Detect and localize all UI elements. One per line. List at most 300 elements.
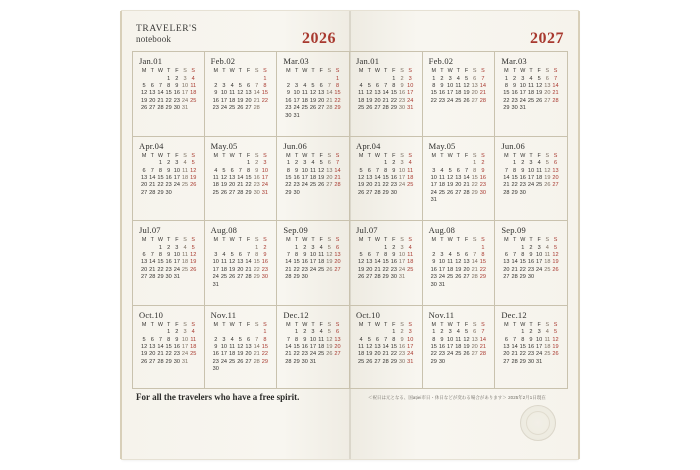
day-cell: 20 [366, 182, 373, 189]
month-table [140, 322, 197, 367]
day-cell: 18 [301, 97, 308, 104]
day-cell: 26 [190, 266, 197, 273]
day-cell: 4 [448, 252, 452, 258]
day-cell [471, 359, 479, 366]
day-cell: 20 [318, 97, 325, 104]
day-cell: 7 [255, 83, 259, 89]
day-cell: 5 [142, 83, 146, 89]
day-cell: 12 [220, 174, 228, 181]
day-cell: 21 [237, 182, 244, 189]
month-table [430, 322, 487, 367]
day-cell: 28 [374, 274, 381, 281]
month-table [212, 237, 269, 289]
day-cell: 17 [173, 259, 180, 266]
day-cell [220, 76, 228, 83]
weekday-header: S [183, 237, 187, 243]
day-cell [148, 76, 156, 83]
day-cell: 8 [263, 336, 267, 343]
day-cell: 20 [463, 266, 470, 273]
day-cell: 26 [220, 189, 228, 196]
day-cell: 25 [309, 182, 317, 189]
day-cell: 13 [463, 259, 470, 266]
day-cell: 24 [220, 358, 228, 365]
day-cell: 3 [214, 252, 218, 258]
day-cell: 22 [390, 351, 397, 358]
day-cell [551, 359, 559, 366]
day-cell: 25 [527, 97, 535, 104]
day-cell: 23 [390, 266, 397, 273]
day-cell: 30 [390, 274, 397, 281]
weekday-header: M [431, 237, 436, 243]
weekday-header: T [383, 237, 388, 243]
day-cell: 27 [318, 105, 325, 112]
day-cell: 12 [552, 252, 559, 258]
day-cell: 4 [537, 160, 541, 167]
day-cell: 21 [149, 182, 156, 189]
day-cell: 31 [438, 281, 446, 288]
month-table [430, 153, 487, 205]
day-cell: 8 [263, 83, 267, 89]
day-cell [228, 76, 236, 83]
day-cell [511, 329, 519, 336]
day-cell: 5 [553, 329, 558, 336]
day-cell: 21 [382, 97, 389, 104]
day-cell: 18 [544, 259, 551, 266]
day-cell: 25 [181, 182, 189, 189]
weekday-header: T [150, 152, 154, 159]
weekday-header: T [167, 68, 171, 74]
day-cell: 29 [165, 105, 172, 112]
day-cell: 11 [455, 336, 462, 343]
day-cell: 8 [504, 83, 508, 89]
day-cell: 12 [366, 343, 373, 350]
day-cell: 11 [455, 83, 462, 89]
day-cell: 30 [430, 281, 437, 288]
day-cell: 5 [319, 160, 323, 167]
day-cell: 18 [190, 90, 197, 97]
day-cell: 14 [479, 336, 486, 343]
day-cell: 24 [536, 266, 543, 273]
day-cell: 10 [407, 83, 414, 89]
day-cell: 2 [440, 75, 444, 82]
weekday-header: T [512, 321, 517, 328]
day-cell: 11 [536, 167, 543, 174]
month-table [212, 322, 269, 374]
day-cell: 23 [398, 351, 406, 358]
day-cell: 10 [220, 343, 228, 350]
day-cell: 30 [253, 189, 260, 196]
day-cell [462, 160, 470, 167]
day-cell [543, 274, 551, 281]
day-cell: 20 [149, 351, 156, 358]
day-cell: 20 [229, 182, 236, 189]
day-cell: 4 [529, 75, 533, 82]
day-cell: 30 [173, 105, 180, 112]
day-cell: 1 [513, 160, 517, 167]
month-label: Jul.07 [355, 225, 378, 235]
day-cell: 8 [295, 336, 299, 343]
day-cell: 21 [253, 97, 260, 104]
day-cell: 7 [553, 75, 558, 82]
day-cell: 7 [481, 75, 485, 82]
footnote-jp: ＜祝日は元となる、国ației市日・休日などが変わる場合があります＞ 2025年2月1日現在 [368, 395, 546, 400]
day-cell: 6 [335, 329, 340, 336]
day-cell: 13 [374, 90, 381, 97]
day-cell: 17 [261, 174, 268, 181]
weekday-header: S [254, 237, 259, 243]
day-cell: 11 [407, 252, 414, 258]
day-cell: 5 [230, 252, 234, 258]
day-cell: 2 [263, 244, 267, 251]
day-cell: 1 [521, 244, 525, 251]
day-cell: 11 [182, 252, 188, 258]
day-cell [228, 245, 236, 252]
day-cell: 18 [447, 266, 454, 273]
day-cell: 1 [473, 160, 477, 167]
day-cell [181, 274, 189, 281]
day-cell: 24 [309, 351, 317, 358]
day-cell: 6 [142, 167, 146, 174]
day-cell [527, 190, 535, 197]
day-cell: 9 [175, 83, 179, 89]
day-cell [543, 359, 551, 366]
day-cell: 15 [511, 174, 518, 181]
weekday-header: T [311, 321, 315, 328]
day-cell [220, 329, 228, 336]
day-cell: 10 [261, 167, 268, 174]
day-cell: 16 [261, 259, 268, 266]
day-cell: 16 [293, 174, 300, 181]
weekday-header: F [319, 321, 323, 328]
month-label: Mar.03 [501, 56, 527, 66]
day-cell: 1 [263, 75, 267, 82]
day-cell: 9 [214, 343, 218, 350]
day-cell: 21 [503, 182, 510, 189]
day-cell: 3 [440, 252, 444, 258]
day-cell: 1 [286, 160, 290, 167]
day-cell: 15 [430, 90, 437, 97]
day-cell: 23 [430, 274, 437, 281]
day-cell: 7 [473, 252, 477, 258]
day-cell: 29 [519, 274, 526, 281]
weekday-header: F [537, 321, 541, 328]
day-cell: 6 [464, 252, 469, 258]
day-cell: 31 [212, 281, 219, 288]
day-cell [253, 329, 261, 336]
day-cell: 6 [504, 336, 508, 343]
day-cell: 29 [293, 274, 300, 281]
day-cell: 22 [390, 97, 397, 104]
day-cell: 12 [544, 167, 551, 174]
weekday-header: M [431, 321, 436, 328]
day-cell: 7 [513, 252, 517, 258]
day-cell: 6 [238, 252, 242, 258]
day-cell: 23 [479, 182, 486, 189]
day-cell: 27 [229, 189, 236, 196]
day-cell: 7 [384, 83, 388, 89]
day-cell: 22 [382, 266, 389, 273]
day-cell: 4 [191, 329, 195, 336]
day-cell: 13 [140, 174, 148, 181]
month-label: Dec.12 [283, 309, 309, 320]
day-cell: 10 [438, 259, 446, 266]
day-cell: 9 [175, 336, 179, 343]
day-cell: 25 [212, 189, 219, 196]
day-cell [220, 160, 228, 167]
day-cell: 1 [384, 244, 388, 251]
day-cell: 16 [165, 259, 172, 266]
day-cell: 19 [357, 182, 365, 189]
day-cell: 9 [255, 167, 259, 174]
day-cell: 13 [471, 83, 478, 89]
weekday-header: M [213, 152, 218, 159]
day-cell [382, 329, 390, 336]
month-label: Aug.08 [428, 225, 456, 235]
month-cell [205, 305, 278, 390]
day-cell: 16 [165, 174, 172, 181]
day-cell: 29 [503, 105, 510, 112]
day-cell: 17 [527, 174, 535, 181]
month-table [284, 322, 341, 367]
weekday-header: W [157, 237, 164, 243]
day-cell: 25 [357, 105, 365, 112]
day-cell: 27 [149, 105, 156, 112]
day-cell: 27 [552, 182, 559, 189]
day-cell: 8 [521, 252, 525, 258]
day-cell [228, 366, 236, 373]
day-cell: 13 [374, 343, 381, 350]
month-label: May.05 [210, 140, 238, 151]
weekday-header: S [263, 321, 267, 328]
weekday-header: S [481, 152, 485, 159]
day-cell: 9 [521, 167, 525, 174]
day-cell: 16 [285, 97, 292, 104]
day-cell: 5 [238, 336, 242, 343]
day-cell: 25 [229, 358, 236, 365]
weekday-header: W [302, 321, 308, 328]
day-cell: 15 [382, 174, 389, 181]
day-cell: 12 [326, 252, 333, 258]
day-cell: 28 [285, 358, 292, 365]
day-cell: 23 [173, 351, 180, 358]
day-cell: 22 [285, 182, 292, 189]
day-cell: 9 [286, 90, 290, 97]
day-cell: 29 [390, 358, 397, 365]
weekday-header: S [183, 68, 187, 74]
header [132, 25, 568, 51]
day-cell: 19 [229, 266, 236, 273]
day-cell: 20 [334, 259, 341, 266]
day-cell: 13 [237, 259, 244, 266]
notebook-spread [122, 11, 578, 459]
day-cell [261, 282, 269, 289]
day-cell: 6 [553, 160, 558, 167]
day-cell: 17 [293, 97, 300, 104]
day-cell: 14 [479, 83, 486, 89]
weekday-header: T [311, 152, 315, 159]
day-cell: 16 [438, 343, 446, 350]
day-cell: 28 [511, 358, 518, 365]
day-cell: 26 [357, 274, 365, 281]
day-cell: 6 [150, 83, 154, 89]
day-cell: 21 [374, 182, 381, 189]
day-cell: 28 [149, 274, 156, 281]
weekday-header: F [175, 237, 179, 243]
day-cell: 22 [245, 182, 252, 189]
day-cell: 3 [537, 329, 541, 336]
day-cell [317, 113, 325, 120]
year-label-right: 2027 [530, 30, 564, 47]
day-cell: 8 [384, 252, 388, 258]
day-cell: 23 [438, 351, 446, 358]
day-cell: 7 [286, 336, 290, 343]
month-cell [205, 136, 278, 221]
day-cell: 5 [367, 83, 371, 89]
day-cell: 12 [455, 259, 462, 266]
day-cell: 19 [140, 351, 148, 358]
month-cell [277, 305, 350, 390]
day-cell: 26 [447, 189, 454, 196]
day-cell [446, 245, 454, 252]
day-cell: 30 [285, 112, 292, 119]
day-cell: 25 [190, 97, 197, 104]
day-cell: 23 [519, 182, 526, 189]
day-cell: 28 [326, 105, 333, 112]
day-cell: 4 [319, 329, 323, 336]
day-cell [140, 76, 148, 83]
day-cell: 28 [463, 189, 470, 196]
day-cell: 14 [285, 259, 292, 266]
day-cell [284, 245, 292, 252]
day-cell [454, 359, 462, 366]
day-cell: 3 [311, 244, 315, 251]
day-cell: 5 [367, 336, 371, 343]
day-cell: 1 [392, 75, 396, 82]
weekday-header: S [400, 237, 404, 243]
day-cell: 27 [544, 97, 551, 104]
day-cell: 14 [245, 259, 252, 266]
day-cell: 20 [245, 351, 252, 358]
weekday-header: T [456, 152, 460, 159]
weekday-header: F [246, 321, 251, 328]
day-cell [301, 113, 309, 120]
day-cell: 6 [375, 83, 380, 89]
day-cell: 6 [473, 75, 477, 82]
day-cell: 6 [504, 252, 508, 258]
weekday-header: S [408, 321, 412, 328]
day-cell: 7 [384, 336, 388, 343]
weekday-header: M [286, 68, 291, 74]
day-cell: 20 [140, 182, 148, 189]
day-cell [325, 113, 333, 120]
day-cell [535, 274, 543, 281]
day-cell: 24 [447, 351, 454, 358]
day-cell: 23 [173, 97, 180, 104]
day-cell: 7 [150, 167, 154, 174]
day-cell: 23 [398, 97, 406, 104]
day-cell: 12 [309, 90, 317, 97]
weekday-header: S [183, 152, 187, 159]
day-cell: 19 [140, 97, 148, 104]
weekday-header: S [254, 68, 259, 74]
weekday-header: S [545, 152, 550, 159]
day-cell: 18 [181, 259, 189, 266]
day-cell [325, 359, 333, 366]
weekday-header: M [141, 152, 147, 159]
day-cell: 24 [438, 274, 446, 281]
day-cell: 4 [183, 160, 187, 167]
day-cell: 25 [447, 274, 454, 281]
day-cell: 24 [407, 351, 414, 358]
day-cell: 7 [158, 336, 163, 343]
day-cell: 11 [439, 174, 445, 181]
day-cell: 8 [255, 252, 259, 258]
weekday-header: T [456, 237, 460, 243]
day-cell: 1 [158, 160, 163, 167]
day-cell: 4 [230, 83, 234, 89]
day-cell: 30 [293, 189, 300, 196]
day-cell: 27 [374, 105, 381, 112]
day-cell: 1 [167, 329, 171, 336]
month-cell [350, 220, 423, 305]
day-cell: 19 [190, 259, 197, 266]
day-cell: 8 [392, 336, 396, 343]
day-cell [309, 76, 317, 83]
day-cell: 23 [511, 97, 518, 104]
day-cell: 12 [357, 259, 365, 266]
weekday-header: M [213, 68, 218, 74]
day-cell: 30 [527, 274, 535, 281]
weekday-header: S [553, 152, 558, 159]
month-cell [277, 136, 350, 221]
weekday-header: F [537, 152, 541, 159]
weekday-header: F [175, 321, 179, 328]
month-table [357, 153, 414, 198]
weekday-header: S [327, 321, 332, 328]
day-cell [454, 160, 462, 167]
day-cell: 5 [537, 75, 541, 82]
day-cell: 25 [318, 266, 325, 273]
day-cell: 25 [301, 105, 308, 112]
day-cell: 11 [229, 90, 236, 97]
weekday-header: W [374, 237, 380, 243]
day-cell: 30 [261, 274, 268, 281]
day-cell: 9 [440, 336, 444, 343]
day-cell: 18 [407, 174, 414, 181]
day-cell: 19 [326, 259, 333, 266]
day-cell: 20 [471, 343, 478, 350]
day-cell: 24 [309, 266, 317, 273]
day-cell: 31 [430, 197, 437, 203]
day-cell: 31 [181, 358, 189, 365]
day-cell: 14 [552, 83, 559, 89]
day-cell: 3 [408, 329, 412, 336]
month-label: Sep.09 [283, 225, 308, 235]
day-cell: 28 [253, 105, 260, 112]
day-cell: 27 [245, 105, 252, 112]
day-cell: 26 [326, 266, 333, 273]
day-cell: 28 [157, 358, 164, 365]
weekday-header: S [408, 68, 412, 74]
day-cell [373, 160, 381, 167]
weekday-header: F [175, 68, 179, 74]
day-cell: 19 [220, 182, 228, 189]
day-cell: 15 [479, 259, 486, 266]
day-cell [253, 366, 261, 373]
weekday-header: T [383, 321, 388, 328]
day-cell: 10 [181, 336, 189, 343]
weekday-header: M [213, 237, 218, 243]
